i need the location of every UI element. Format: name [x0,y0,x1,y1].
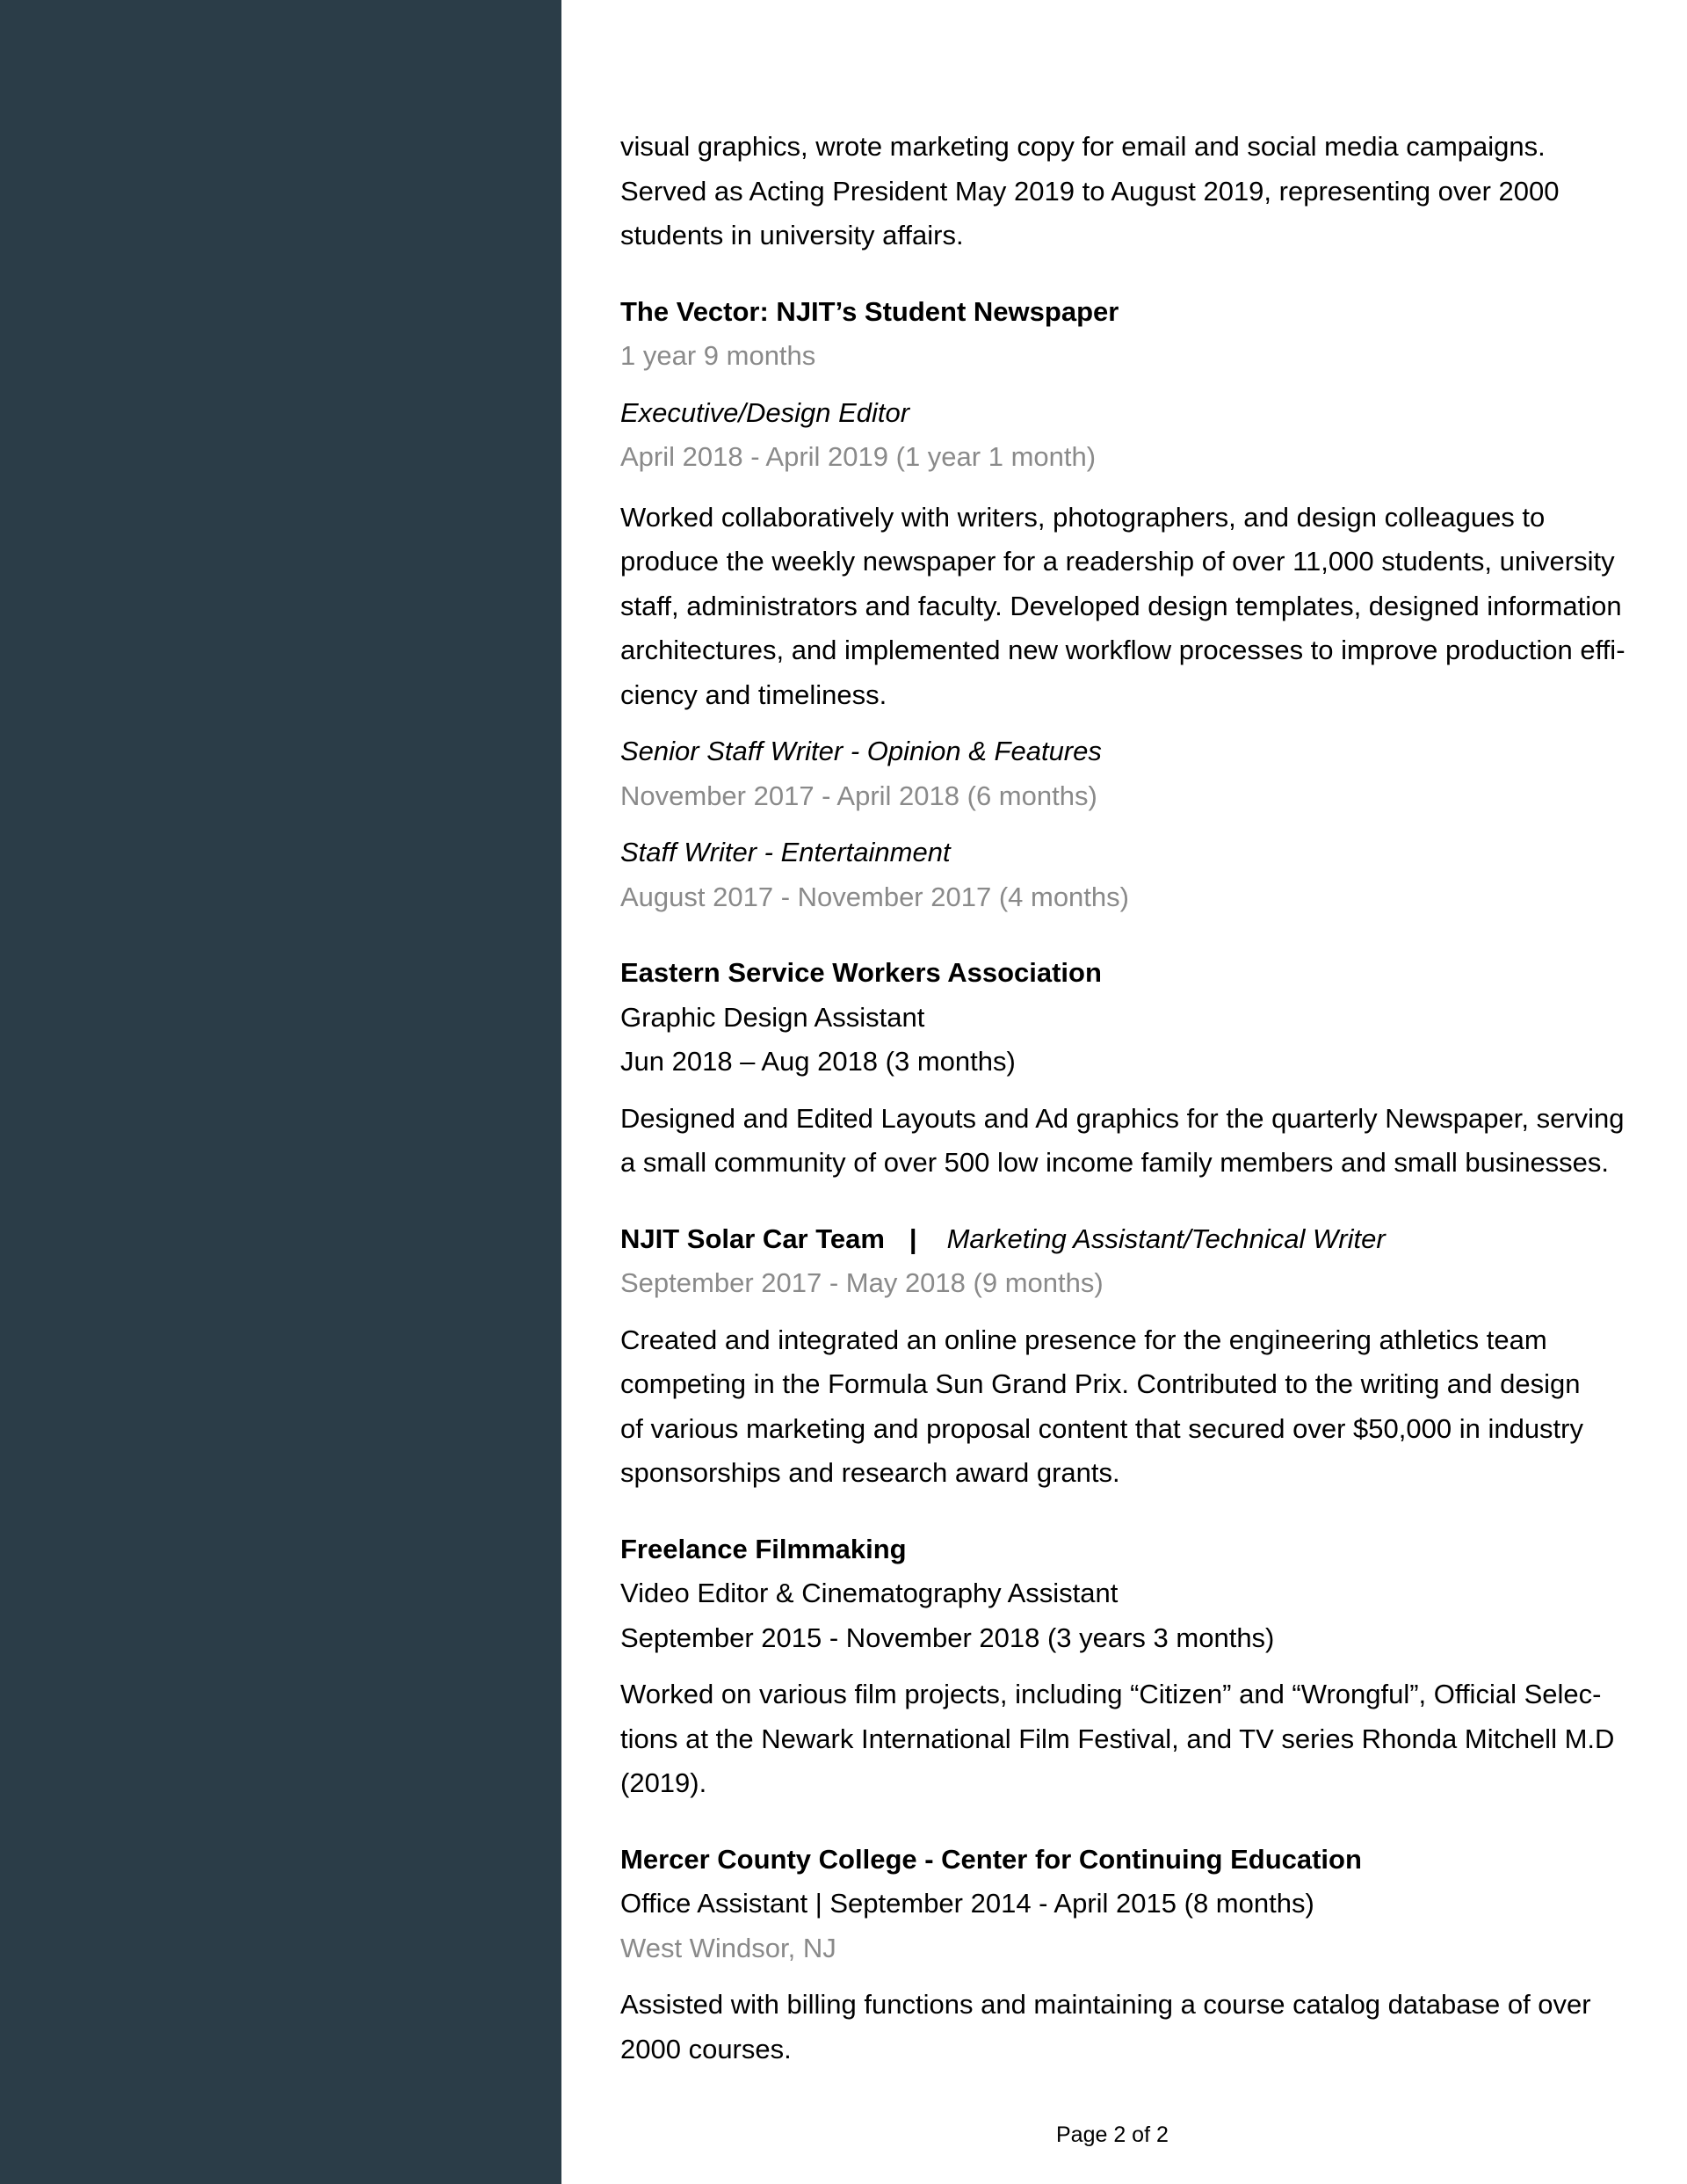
role-title: Graphic Design Assistant [620,1001,925,1033]
role-dates: August 2017 - November 2017 (4 months) [620,881,1129,912]
org-name: The Vector: NJIT’s Student Newspaper [620,295,1119,327]
role-dates: September 2015 - November 2018 (3 years 3 months) [620,1622,1275,1653]
experience-vector [620,290,1640,920]
text-line: a small community of over 500 low income family members and small businesses. [620,1147,1610,1178]
role-description [620,1097,1640,1186]
text-line: Worked on various film projects, including “Citizen” and “Wrongful”, Official Selec- [620,1679,1602,1709]
text-line: Served as Acting President May 2019 to August 2019, representing over 2000 [620,175,1560,207]
role-description [620,496,1640,718]
sidebar-panel [0,0,561,2184]
role-title: Senior Staff Writer - Opinion & Features [620,736,1102,766]
text-line: visual graphics, wrote marketing copy for email and social media campaigns. [620,131,1546,162]
page-number: Page 2 of 2 [1056,2122,1169,2147]
experience-mercer [620,1838,1640,2072]
text-line: Worked collaboratively with writers, photographers, and design colleagues to [620,501,1546,533]
resume-content [620,125,1640,2072]
org-name: Eastern Service Workers Association [620,957,1102,988]
role-title: Marketing Assistant/Technical Writer [946,1223,1386,1254]
text-line: of various marketing and proposal content that secured over $50,000 in industry [620,1412,1583,1444]
text-line: staff, administrators and faculty. Developed design templates, designed information [620,590,1622,621]
text-line: 2000 courses. [620,2033,792,2064]
org-name: NJIT Solar Car Team [620,1223,885,1254]
text-line: produce the weekly newspaper for a readership of over 11,000 students, university [620,546,1615,577]
text-line: tions at the Newark International Film Festival, and TV series Rhonda Mitchell M.D [620,1723,1615,1754]
role-title: Video Editor & Cinematography Assistant [620,1578,1119,1608]
role-dates: April 2018 - April 2019 (1 year 1 month) [620,441,1097,472]
text-line: students in university affairs. [620,220,964,250]
org-name: Mercer County College - Center for Continuing Education [620,1843,1362,1875]
text-line: Assisted with billing functions and maintaining a course catalog database of over [620,1989,1591,2020]
role-dates: September 2017 - May 2018 (9 months) [620,1267,1104,1298]
text-line: ciency and timeliness. [620,678,887,710]
role-description [620,1318,1640,1496]
role-description [620,1672,1640,1806]
text-line: (2019). [620,1767,707,1798]
experience-eswa [620,951,1640,1186]
role-description [620,1983,1640,2072]
experience-freelance-film [620,1527,1640,1806]
role-dates: Jun 2018 – Aug 2018 (3 months) [620,1046,1016,1077]
text-line: Created and integrated an online presence for the engineering athletics team [620,1324,1547,1355]
tenure: 1 year 9 months [620,340,816,371]
role-dates: November 2017 - April 2018 (6 months) [620,780,1097,811]
text-line: competing in the Formula Sun Grand Prix. Contributed to the writing and design [620,1368,1581,1399]
text-line: architectures, and implemented new workflow processes to improve production effi- [620,635,1625,665]
role-title: Executive/Design Editor [620,396,910,428]
intro-paragraph [620,125,1640,258]
text-line: sponsorships and research award grants. [620,1457,1120,1488]
location: West Windsor, NJ [620,1932,836,1963]
separator: | [909,1223,917,1254]
org-name: Freelance Filmmaking [620,1533,907,1564]
org-role-line [620,1217,1640,1262]
experience-solar-car [620,1217,1640,1496]
text-line: Designed and Edited Layouts and Ad graphics for the quarterly Newspaper, serving [620,1102,1625,1134]
role-title: Staff Writer - Entertainment [620,837,951,867]
role-dates: Office Assistant | September 2014 - April 2015 (8 months) [620,1888,1314,1919]
